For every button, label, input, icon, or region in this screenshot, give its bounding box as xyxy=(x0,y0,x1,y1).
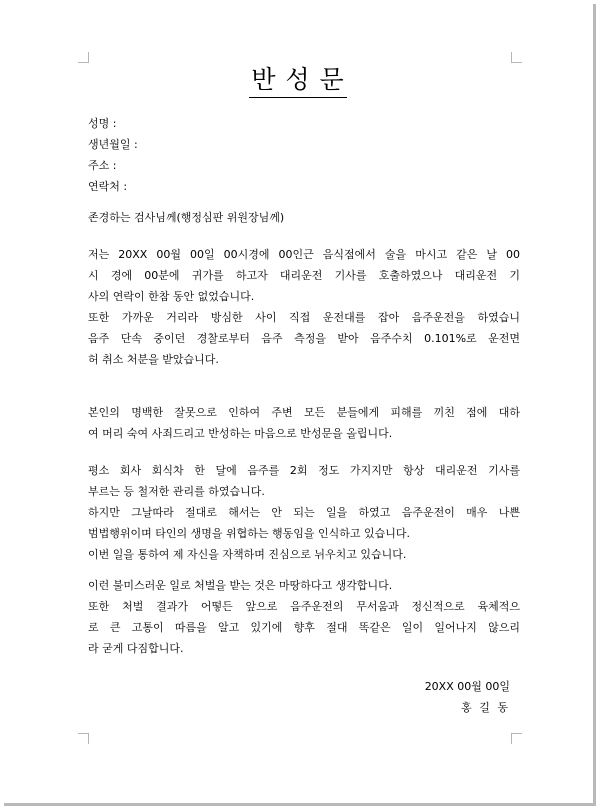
salutation: 존경하는 검사님께(행정심판 위원장님께) xyxy=(88,211,285,224)
paragraph-2 xyxy=(88,402,520,444)
paragraph-1 xyxy=(88,244,520,370)
paragraph-line: 시 경에 00분에 귀가를 하고자 대리운전 기사를 호출하였으나 대리운전 기 xyxy=(88,269,520,282)
paragraph-line: 로 큰 고통이 따름을 알고 있기에 향후 절대 똑같은 일이 일어나지 않으리 xyxy=(88,621,520,634)
paragraph-line: 또한 처벌 결과가 어떻든 앞으로 음주운전의 무서움과 정신적으로 육체적으 xyxy=(88,600,520,613)
paragraph-line: 하지만 그날따라 절대로 해서는 안 되는 일을 하였고 음주운전이 매우 나쁜 xyxy=(88,506,520,519)
field-contact: 연락처 : xyxy=(88,180,128,193)
personal-info-fields xyxy=(88,113,520,197)
paragraph-line: 평소 회사 회식차 한 달에 음주를 2회 정도 가지지만 항상 대리운전 기사를 xyxy=(88,464,520,477)
field-name: 성명 : xyxy=(88,117,117,130)
paragraph-line: 라 굳게 다짐합니다. xyxy=(88,642,184,655)
paragraph-line: 본인의 명백한 잘못으로 인하여 주변 모든 분들에게 피해를 끼친 점에 대하 xyxy=(88,406,520,419)
paragraph-3 xyxy=(88,460,520,565)
paragraph-line: 또한 가까운 거리라 방심한 사이 직접 운전대를 잡아 음주운전을 하였습니 xyxy=(88,311,520,324)
signer-name: 홍 길 동 xyxy=(461,701,510,714)
paragraph-line: 이런 불미스러운 일로 처벌을 받는 것은 마땅하다고 생각합니다. xyxy=(88,579,393,592)
margin-corner-bottom-left xyxy=(78,733,89,744)
field-birthdate: 생년월일 : xyxy=(88,138,138,151)
paragraph-line: 여 머리 숙여 사죄드리고 반성하는 마음으로 반성문을 올립니다. xyxy=(88,427,393,440)
paragraph-line: 허 취소 처분을 받았습니다. xyxy=(88,353,219,366)
signature-date: 20XX 00월 00일 xyxy=(424,680,510,693)
paragraph-line: 저는 20XX 00월 00일 00시경에 00인근 음식점에서 술을 마시고 같은 날 00 xyxy=(88,248,520,261)
paragraph-line: 사의 연락이 한참 동안 없었습니다. xyxy=(88,290,255,303)
paragraph-line: 음주 단속 중이던 경찰로부터 음주 측정을 받아 음주수치 0.101%로 운전면 xyxy=(88,332,520,345)
document-title xyxy=(0,60,596,96)
paragraph-line: 범법행위이며 타인의 생명을 위협하는 행동임을 인식하고 있습니다. xyxy=(88,527,411,540)
margin-corner-bottom-right xyxy=(511,733,522,744)
paragraph-line: 부르는 등 철저한 관리를 하였습니다. xyxy=(88,485,265,498)
paragraph-line: 이번 일을 통하여 제 자신을 자책하며 진심으로 뉘우치고 있습니다. xyxy=(88,548,407,561)
title-text: 반 성 문 xyxy=(249,65,346,98)
field-address: 주소 : xyxy=(88,159,117,172)
paragraph-4 xyxy=(88,575,520,659)
